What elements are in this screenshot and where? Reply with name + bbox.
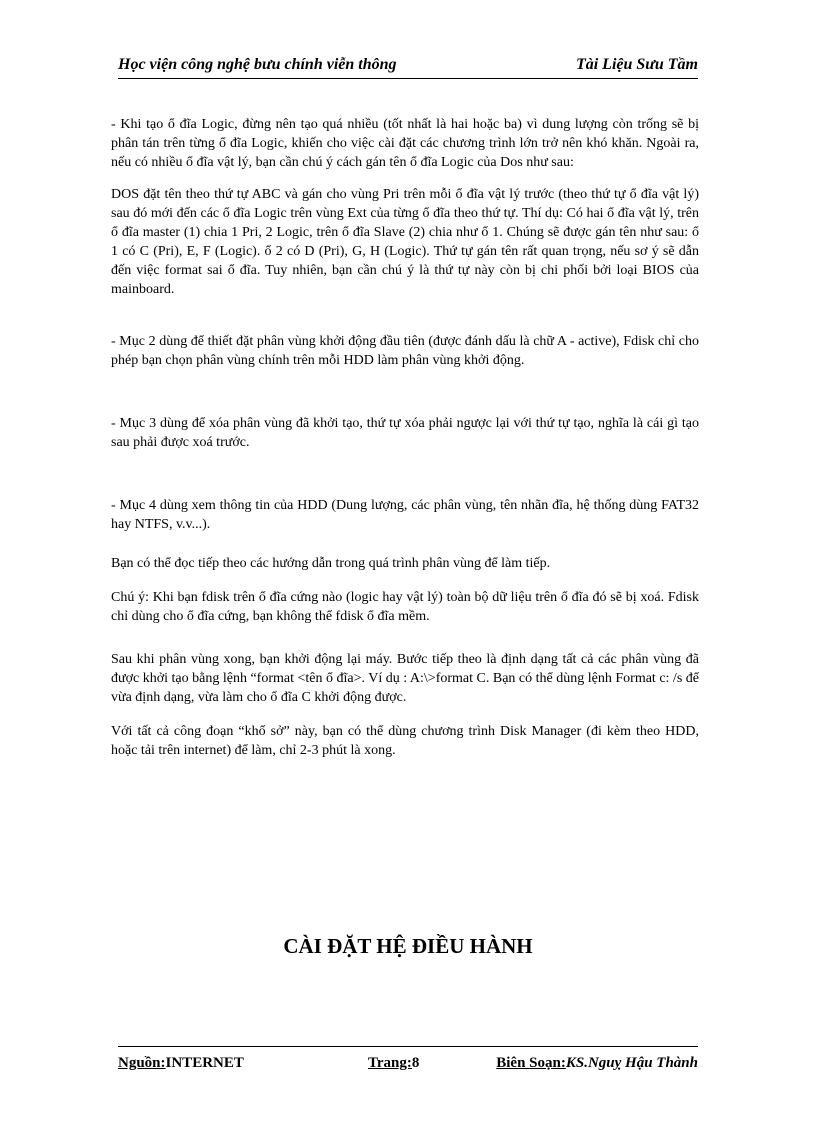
paragraph-disk-manager: Với tất cả công đoạn “khổ sở” này, bạn có thể dùng chương trình Disk Manager (đi kèm theo HDD, hoặc tải trên internet) để làm, chỉ 2-3 phút là xong.: [111, 724, 699, 758]
paragraph-warning: Chú ý: Khi bạn fdisk trên ổ đĩa cứng nào (logic hay vật lý) toàn bộ dữ liệu trên ổ đĩa đó sẽ bị xoá. Fdisk chỉ dùng cho ổ đĩa cứng, bạn không thể fdisk ổ đĩa mềm.: [111, 590, 699, 624]
paragraph-format: Sau khi phân vùng xong, bạn khởi động lại máy. Bước tiếp theo là định dạng tất cả các phân vùng đã được khởi tạo bằng lệnh “format <tên ổ đĩa>. Ví dụ : A:\>format C. Bạn có thể dùng lệnh Format c: /s để vừa định dạng, vừa làm cho ổ đĩa C khởi động được.: [111, 652, 699, 705]
paragraph-item-4: - Mục 4 dùng xem thông tin của HDD (Dung lượng, các phân vùng, tên nhãn đĩa, hệ thống dùng FAT32 hay NTFS, v.v...).: [111, 498, 699, 532]
footer-source-label: Nguồn:: [118, 1055, 166, 1071]
paragraph-item-3: - Mục 3 dùng để xóa phân vùng đã khởi tạo, thứ tự xóa phải ngược lại với thứ tự tạo, nghĩa là cái gì tạo sau phải được xoá trước.: [111, 416, 699, 450]
body-text: [111, 115, 699, 760]
footer-page-label: Trang:: [368, 1055, 412, 1071]
footer-editor-value: KS.Nguỵ Hậu Thành: [565, 1055, 698, 1071]
footer-editor: [496, 1055, 698, 1072]
paragraph-item-2: - Mục 2 dùng để thiết đặt phân vùng khởi động đầu tiên (được đánh dấu là chữ A - active), Fdisk chỉ cho phép bạn chọn phân vùng chính trên mỗi HDD làm phân vùng khởi động.: [111, 334, 699, 368]
page-footer: [118, 1046, 698, 1077]
paragraph-logic-drive-note: - Khi tạo ổ đĩa Logic, đừng nên tạo quá nhiều (tốt nhất là hai hoặc ba) vì dung lượng còn trống sẽ bị phân tán trên từng ổ đĩa Logic, khiến cho việc cài đặt các chương trình lớn trở nên khó khăn. Ngoài ra, nếu có nhiều ổ đĩa vật lý, bạn cần chú ý cách gán tên ổ đĩa Logic của Dos như sau:: [111, 117, 699, 170]
section-heading: CÀI ĐẶT HỆ ĐIỀU HÀNH: [283, 934, 533, 958]
paragraph-continue: Bạn có thể đọc tiếp theo các hướng dẫn trong quá trình phân vùng để làm tiếp.: [111, 556, 551, 571]
header-institution: Học viện công nghệ bưu chính viễn thông: [118, 56, 397, 73]
footer-source-value: INTERNET: [165, 1055, 244, 1071]
footer-source: [118, 1055, 244, 1072]
footer-page: [368, 1055, 419, 1072]
page-header: [118, 54, 698, 79]
footer-editor-label: Biên Soạn:: [496, 1055, 566, 1071]
paragraph-dos-naming: DOS đặt tên theo thứ tự ABC và gán cho vùng Pri trên mỗi ổ đĩa vật lý trước (theo thứ tự ổ đĩa vật lý) sau đó mới đến các ổ đĩa Logic trên vùng Ext của từng ổ đĩa theo thứ tự. Thí dụ: Có hai ổ đĩa vật lý, trên ổ đĩa master (1) chia 1 Pri, 2 Logic, trên ổ đĩa Slave (2) chia như ổ 1. Chúng sẽ được gán tên như sau: ổ 1 có C (Pri), E, F (Logic). ổ 2 có D (Pri), G, H (Logic). Thứ tự gán tên rất quan trọng, nếu sơ ý sẽ dẫn đến việc format sai ổ đĩa. Tuy nhiên, bạn cần chú ý là thứ tự này còn bị chi phối bởi loại BIOS của mainboard.: [111, 187, 699, 297]
page-number: 8: [411, 1055, 420, 1071]
header-collection-label: Tài Liệu Sưu Tầm: [575, 56, 698, 73]
